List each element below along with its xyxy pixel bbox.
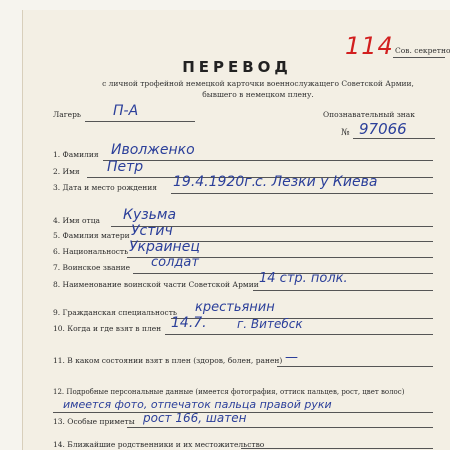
id-badge-prefix: №: [341, 128, 350, 138]
field-rank-label: 7. Воинское звание: [53, 263, 131, 272]
field-surname-value: Иволженко: [111, 142, 195, 158]
field-rank-value: солдат: [151, 255, 199, 270]
field-captured-label: 10. Когда и где взят в плен: [53, 324, 162, 333]
field-birth-place-value: с. Лезки у Киева: [255, 174, 378, 190]
field-captured-line: [165, 334, 433, 335]
field-nationality-label: 6. Национальность: [53, 247, 129, 256]
field-captured-date-value: 14.7.: [171, 315, 207, 331]
field-surname-label: 1. Фамилия: [53, 150, 99, 159]
secret-label: Сов. секретно: [395, 46, 450, 55]
field-unit-line: [253, 290, 433, 291]
camp-value: П-А: [113, 103, 139, 119]
document-title: ПЕРЕВОД: [182, 58, 292, 76]
field-personal-data-label: 12. Подробные персональные данные (имеется фотография, оттиск пальцев, рост, цвет волос): [53, 388, 405, 396]
field-birth-line: [171, 193, 433, 194]
id-badge-value: 97066: [359, 120, 407, 138]
field-mother-label: 5. Фамилия матери: [53, 231, 130, 240]
field-condition-line: [277, 366, 433, 367]
field-condition-value: —: [285, 350, 298, 365]
field-marks-line: [127, 427, 433, 428]
field-marks-label: 13. Особые приметы: [53, 417, 135, 426]
field-relatives-line: [241, 448, 433, 449]
field-relatives-label: 14. Ближайшие родственники и их местожительство: [53, 440, 265, 449]
field-mother-value: Устич: [131, 223, 173, 239]
camp-line: [85, 121, 195, 122]
field-personal-data-value: имеется фото, отпечаток пальца правой руки: [63, 398, 332, 411]
field-name-label: 2. Имя: [53, 167, 80, 176]
field-father-value: Кузьма: [123, 207, 177, 223]
document-subtitle: с личной трофейной немецкой карточки военнослужащего Советской Армии, бывшего в немецком плену.: [102, 79, 414, 99]
field-condition-label: 11. В каком состоянии взят в плен (здоров, болен, ранен): [53, 356, 283, 365]
field-nationality-value: Украинец: [129, 239, 200, 255]
field-birth-date-value: 19.4.1920г.: [173, 174, 257, 190]
document-sheet: [22, 10, 450, 450]
field-birth-label: 3. Дата и место рождения: [53, 183, 158, 192]
field-father-label: 4. Имя отца: [53, 216, 100, 225]
field-unit-value: 14 стр. полк.: [259, 271, 348, 286]
field-profession-label: 9. Гражданская специальность: [53, 308, 177, 317]
field-unit-label: 8. Наименование воинской части Советской Армии: [53, 280, 259, 289]
field-marks-value: рост 166, шатен: [143, 411, 247, 425]
id-badge-line: [353, 138, 435, 139]
field-captured-place-value: г. Витебск: [237, 317, 303, 331]
field-surname-line: [103, 160, 433, 161]
field-name-value: Петр: [107, 159, 144, 175]
field-profession-value: крестьянин: [195, 300, 275, 315]
camp-label: Лагерь: [53, 110, 81, 119]
id-badge-label: Опознавательный знак: [323, 110, 415, 119]
handwritten-stamp-number: 114: [345, 32, 394, 60]
